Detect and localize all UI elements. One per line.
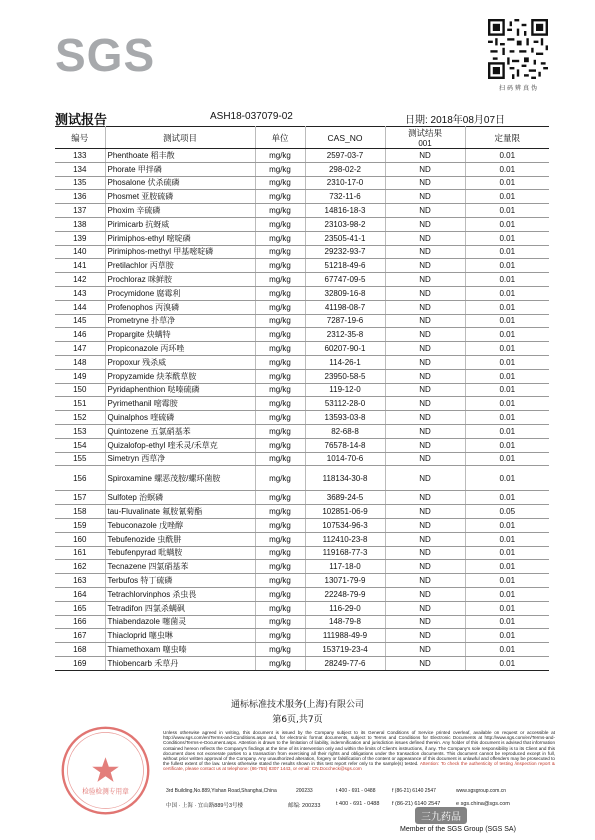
cell-no: 158	[55, 505, 105, 519]
cell-no: 155	[55, 452, 105, 466]
cell-result: ND	[385, 629, 465, 643]
cell-no: 154	[55, 438, 105, 452]
cell-unit: mg/kg	[255, 656, 305, 670]
table-row	[55, 342, 549, 356]
cell-result: ND	[385, 546, 465, 560]
cell-no: 159	[55, 518, 105, 532]
cell-item: Phosmet 亚胺硫磷	[105, 190, 255, 204]
cell-item: Thiamethoxam 噻虫嗪	[105, 643, 255, 657]
cell-no: 152	[55, 411, 105, 425]
cell-result: ND	[385, 217, 465, 231]
cell-no: 156	[55, 466, 105, 491]
cell-cas: 13593-03-8	[305, 411, 385, 425]
cell-result: ND	[385, 424, 465, 438]
cell-loq: 0.01	[465, 314, 549, 328]
table-row	[55, 546, 549, 560]
cell-no: 146	[55, 328, 105, 342]
cell-item: Propargite 炔螨特	[105, 328, 255, 342]
cell-cas: 112410-23-8	[305, 532, 385, 546]
table-row	[55, 574, 549, 588]
cell-cas: 119168-77-3	[305, 546, 385, 560]
table-row	[55, 176, 549, 190]
cell-loq: 0.01	[465, 286, 549, 300]
report-date: 日期: 2018年08月07日	[405, 115, 506, 126]
cell-cas: 82-68-8	[305, 424, 385, 438]
table-row	[55, 259, 549, 273]
table-row	[55, 328, 549, 342]
cell-cas: 23505-41-1	[305, 231, 385, 245]
page-number: 第6页,共7页	[272, 715, 323, 725]
cell-item: Thiobencarb 禾草丹	[105, 656, 255, 670]
cell-unit: mg/kg	[255, 505, 305, 519]
cell-no: 151	[55, 397, 105, 411]
cell-item: Phosalone 伏杀硫磷	[105, 176, 255, 190]
cell-cas: 2310-17-0	[305, 176, 385, 190]
cell-unit: mg/kg	[255, 629, 305, 643]
cell-cas: 41198-08-7	[305, 300, 385, 314]
cell-item: Spiroxamine 螺恶茂胺/螺环菌胺	[105, 466, 255, 491]
fax-cn: f (86-21) 6140 2547	[392, 801, 441, 807]
cell-cas: 153719-23-4	[305, 643, 385, 657]
cell-result: ND	[385, 601, 465, 615]
cell-loq: 0.01	[465, 615, 549, 629]
cell-cas: 3689-24-5	[305, 491, 385, 505]
cell-item: Tecnazene 四氯硝基苯	[105, 560, 255, 574]
cell-result: ND	[385, 466, 465, 491]
cell-no: 139	[55, 231, 105, 245]
cell-loq: 0.01	[465, 574, 549, 588]
cell-no: 164	[55, 587, 105, 601]
cell-no: 162	[55, 560, 105, 574]
cell-item: Procymidone 腐霉利	[105, 286, 255, 300]
cell-loq: 0.01	[465, 518, 549, 532]
cell-item: Propiconazole 丙环唑	[105, 342, 255, 356]
table-row	[55, 300, 549, 314]
member-statement: Member of the SGS Group (SGS SA)	[400, 826, 516, 833]
cell-cas: 1014-70-6	[305, 452, 385, 466]
cell-cas: 51218-49-6	[305, 259, 385, 273]
cell-item: Simetryn 西草净	[105, 452, 255, 466]
cell-no: 153	[55, 424, 105, 438]
table-row	[55, 411, 549, 425]
column-header-cas: CAS_NO	[305, 127, 385, 149]
cell-cas: 53112-28-0	[305, 397, 385, 411]
watermark-badge: 三九药品	[415, 807, 467, 824]
cell-loq: 0.01	[465, 300, 549, 314]
cell-result: ND	[385, 656, 465, 670]
zip-en: 200233	[296, 788, 313, 794]
cell-cas: 29232-93-7	[305, 245, 385, 259]
qr-code-icon	[488, 18, 548, 80]
cell-no: 143	[55, 286, 105, 300]
cell-loq: 0.01	[465, 560, 549, 574]
phone-cn: t 400 - 691 - 0488	[336, 801, 380, 807]
cell-cas: 2597-03-7	[305, 149, 385, 163]
cell-result: ND	[385, 615, 465, 629]
cell-cas: 76578-14-8	[305, 438, 385, 452]
cell-unit: mg/kg	[255, 615, 305, 629]
cell-item: Prochloraz 咪鲜胺	[105, 273, 255, 287]
results-table	[55, 126, 549, 671]
table-row	[55, 560, 549, 574]
cell-result: ND	[385, 438, 465, 452]
cell-no: 167	[55, 629, 105, 643]
cell-item: Tebufenozide 虫酰肼	[105, 532, 255, 546]
cell-result: ND	[385, 314, 465, 328]
cell-cas: 111988-49-9	[305, 629, 385, 643]
address-cn: 中国 · 上海 · 宜山路889号3号楼	[166, 803, 244, 809]
cell-item: Tebuconazole 戊唑醇	[105, 518, 255, 532]
cell-no: 134	[55, 162, 105, 176]
cell-loq: 0.01	[465, 259, 549, 273]
cell-loq: 0.01	[465, 532, 549, 546]
cell-result: ND	[385, 342, 465, 356]
cell-cas: 23950-58-5	[305, 369, 385, 383]
cell-no: 144	[55, 300, 105, 314]
cell-item: Sulfotep 治螟磷	[105, 491, 255, 505]
table-row	[55, 532, 549, 546]
cell-result: ND	[385, 190, 465, 204]
cell-unit: mg/kg	[255, 217, 305, 231]
cell-loq: 0.01	[465, 190, 549, 204]
cell-result: ND	[385, 300, 465, 314]
cell-item: Thiabendazole 噻菌灵	[105, 615, 255, 629]
cell-unit: mg/kg	[255, 397, 305, 411]
table-row	[55, 452, 549, 466]
fax-en: f (86-21) 6140 2547	[392, 788, 436, 794]
cell-unit: mg/kg	[255, 383, 305, 397]
cell-result: ND	[385, 231, 465, 245]
cell-result: ND	[385, 532, 465, 546]
cell-cas: 114-26-1	[305, 355, 385, 369]
cell-item: Profenophos 丙溴磷	[105, 300, 255, 314]
cell-unit: mg/kg	[255, 149, 305, 163]
table-row	[55, 162, 549, 176]
cell-result: ND	[385, 643, 465, 657]
cell-cas: 28249-77-6	[305, 656, 385, 670]
cell-unit: mg/kg	[255, 601, 305, 615]
cell-no: 169	[55, 656, 105, 670]
cell-result: ND	[385, 397, 465, 411]
cell-no: 141	[55, 259, 105, 273]
cell-unit: mg/kg	[255, 532, 305, 546]
cell-result: ND	[385, 491, 465, 505]
cell-loq: 0.01	[465, 245, 549, 259]
report-title: 测试报告	[55, 113, 108, 128]
cell-result: ND	[385, 176, 465, 190]
column-header-item: 测试项目	[105, 127, 255, 149]
cell-no: 140	[55, 245, 105, 259]
table-row	[55, 231, 549, 245]
cell-cas: 148-79-8	[305, 615, 385, 629]
cell-no: 161	[55, 546, 105, 560]
cell-loq: 0.01	[465, 204, 549, 218]
cell-item: Pyridaphenthion 哒嗪硫磷	[105, 383, 255, 397]
table-row	[55, 656, 549, 670]
cell-no: 136	[55, 190, 105, 204]
table-row	[55, 369, 549, 383]
cell-unit: mg/kg	[255, 560, 305, 574]
cell-unit: mg/kg	[255, 245, 305, 259]
cell-loq: 0.01	[465, 438, 549, 452]
column-header-result-label: 测试结果	[407, 128, 442, 138]
cell-cas: 14816-18-3	[305, 204, 385, 218]
cell-cas: 732-11-6	[305, 190, 385, 204]
cell-unit: mg/kg	[255, 411, 305, 425]
cell-unit: mg/kg	[255, 176, 305, 190]
cell-item: Pirimiphos-ethyl 嘧啶磷	[105, 231, 255, 245]
cell-loq: 0.01	[465, 162, 549, 176]
column-header-unit: 单位	[255, 127, 305, 149]
cell-result: ND	[385, 204, 465, 218]
cell-cas: 116-29-0	[305, 601, 385, 615]
cell-loq: 0.01	[465, 383, 549, 397]
cell-result: ND	[385, 273, 465, 287]
cell-result: ND	[385, 587, 465, 601]
cell-item: Propoxur 残杀威	[105, 355, 255, 369]
cell-result: ND	[385, 328, 465, 342]
cell-unit: mg/kg	[255, 342, 305, 356]
sgs-logo: SGS	[55, 29, 156, 81]
cell-loq: 0.01	[465, 466, 549, 491]
cell-item: Propyzamide 炔苯酰草胺	[105, 369, 255, 383]
cell-item: Tebufenpyrad 吡螨胺	[105, 546, 255, 560]
attention-notice: Attention: To check the authenticity of testing /inspection report & certificate, please contact us at telephone: (86-755) 8307 1443, or email: CN.Doccheck@sgs.com	[163, 761, 555, 772]
cell-item: tau-Fluvalinate 氟胺氰菊酯	[105, 505, 255, 519]
cell-no: 149	[55, 369, 105, 383]
cell-item: Tetrachlorvinphos 杀虫畏	[105, 587, 255, 601]
table-row	[55, 518, 549, 532]
table-row	[55, 397, 549, 411]
cell-result: ND	[385, 149, 465, 163]
cell-loq: 0.01	[465, 217, 549, 231]
table-row	[55, 383, 549, 397]
table-row	[55, 615, 549, 629]
website-link[interactable]: www.sgsgroup.com.cn	[456, 788, 507, 794]
cell-unit: mg/kg	[255, 643, 305, 657]
column-header-loq: 定量限	[465, 127, 549, 149]
cell-result: ND	[385, 383, 465, 397]
cell-unit: mg/kg	[255, 204, 305, 218]
cell-result: ND	[385, 560, 465, 574]
phone-en: t 400 - 691 - 0488	[336, 788, 376, 794]
cell-item: Phorate 甲拌磷	[105, 162, 255, 176]
zip-cn: 邮编: 200233	[288, 803, 321, 809]
cell-no: 138	[55, 217, 105, 231]
cell-item: Prometryne 扑草净	[105, 314, 255, 328]
cell-loq: 0.01	[465, 601, 549, 615]
table-row	[55, 601, 549, 615]
disclaimer-text: Unless otherwise agreed in writing, this document is issued by the Company subject to its General Conditions of Service printed overleaf, available on request or accessible at http://www.sgs.com/en/Terms-and-Conditions.aspx and, for electronic format documents, subject to Terms and Conditions for Electronic Documents at http://www.sgs.com/en/Terms-and-Conditions/Terms-e-Document.aspx. Attention is drawn to the limitation of liability, indemnification and jurisdiction issues defined therein. Any holder of this document is advised that information contained hereon reflects the Company's findings at the time of its intervention only and within the limits of Client's instructions, if any. The Company's sole responsibility is to its Client and this document does not exonerate parties to a transaction from exercising all their rights and obligations under the transaction documents. This document cannot be reproduced except in full, without prior written approval of the Company. Any unauthorized alteration, forgery or falsification of the content or appearance of this document is unlawful and offenders may be prosecuted to the fullest extent of the law. Unless otherwise stated the results shown in this test report refer only to the sample(s) tested.	[163, 730, 555, 767]
cell-result: ND	[385, 505, 465, 519]
cell-unit: mg/kg	[255, 190, 305, 204]
qr-caption: 扫码辨真伪	[498, 86, 539, 92]
cell-unit: mg/kg	[255, 587, 305, 601]
cell-loq: 0.01	[465, 397, 549, 411]
seal-text: 检验检测专用章	[82, 787, 129, 796]
cell-result: ND	[385, 574, 465, 588]
inspection-seal-stamp	[58, 723, 153, 818]
cell-cas: 7287-19-6	[305, 314, 385, 328]
cell-item: Tetradifon 四氯杀螨砜	[105, 601, 255, 615]
cell-loq: 0.01	[465, 643, 549, 657]
table-row	[55, 491, 549, 505]
cell-unit: mg/kg	[255, 314, 305, 328]
cell-result: ND	[385, 369, 465, 383]
cell-cas: 298-02-2	[305, 162, 385, 176]
table-row	[55, 438, 549, 452]
cell-no: 148	[55, 355, 105, 369]
cell-unit: mg/kg	[255, 369, 305, 383]
table-row	[55, 245, 549, 259]
cell-item: Quizalofop-ethyl 喹禾灵/禾草克	[105, 438, 255, 452]
cell-no: 165	[55, 601, 105, 615]
cell-cas: 2312-35-8	[305, 328, 385, 342]
table-row	[55, 190, 549, 204]
cell-no: 168	[55, 643, 105, 657]
table-row	[55, 587, 549, 601]
cell-item: Terbufos 特丁硫磷	[105, 574, 255, 588]
cell-loq: 0.01	[465, 328, 549, 342]
cell-item: Quinalphos 喹硫磷	[105, 411, 255, 425]
cell-unit: mg/kg	[255, 452, 305, 466]
email-link[interactable]: e sgs.china@sgs.com	[456, 801, 510, 807]
cell-no: 147	[55, 342, 105, 356]
cell-loq: 0.01	[465, 342, 549, 356]
cell-unit: mg/kg	[255, 273, 305, 287]
cell-result: ND	[385, 162, 465, 176]
cell-loq: 0.01	[465, 411, 549, 425]
cell-result: ND	[385, 411, 465, 425]
cell-no: 163	[55, 574, 105, 588]
cell-unit: mg/kg	[255, 438, 305, 452]
table-row	[55, 424, 549, 438]
cell-loq: 0.01	[465, 355, 549, 369]
table-row	[55, 355, 549, 369]
table-header-row	[55, 127, 549, 149]
cell-item: Phoxim 辛硫磷	[105, 204, 255, 218]
cell-no: 137	[55, 204, 105, 218]
cell-cas: 60207-90-1	[305, 342, 385, 356]
cell-unit: mg/kg	[255, 231, 305, 245]
cell-item: Pirimicarb 抗蚜威	[105, 217, 255, 231]
cell-no: 160	[55, 532, 105, 546]
cell-cas: 119-12-0	[305, 383, 385, 397]
cell-unit: mg/kg	[255, 574, 305, 588]
cell-result: ND	[385, 259, 465, 273]
table-row	[55, 466, 549, 491]
footer-company: 通标标准技术服务(上海)有限公司	[230, 700, 365, 710]
cell-cas: 102851-06-9	[305, 505, 385, 519]
cell-loq: 0.01	[465, 491, 549, 505]
cell-result: ND	[385, 518, 465, 532]
cell-no: 150	[55, 383, 105, 397]
report-number: ASH18-037079-02	[210, 111, 293, 122]
cell-item: Pirimiphos-methyl 甲基嘧啶磷	[105, 245, 255, 259]
cell-no: 135	[55, 176, 105, 190]
cell-cas: 13071-79-9	[305, 574, 385, 588]
cell-unit: mg/kg	[255, 424, 305, 438]
table-row	[55, 204, 549, 218]
cell-loq: 0.01	[465, 452, 549, 466]
cell-no: 157	[55, 491, 105, 505]
cell-result: ND	[385, 286, 465, 300]
cell-item: Pyrimethanil 嘧霉胺	[105, 397, 255, 411]
cell-item: Pretilachlor 丙草胺	[105, 259, 255, 273]
cell-loq: 0.01	[465, 176, 549, 190]
address-en: 3rd Building,No.889,Yishan Road,Shanghai,China	[166, 788, 277, 794]
cell-cas: 23103-98-2	[305, 217, 385, 231]
cell-unit: mg/kg	[255, 355, 305, 369]
cell-no: 166	[55, 615, 105, 629]
table-row	[55, 314, 549, 328]
cell-loq: 0.01	[465, 656, 549, 670]
cell-unit: mg/kg	[255, 259, 305, 273]
table-row	[55, 505, 549, 519]
cell-loq: 0.01	[465, 424, 549, 438]
cell-item: Thiacloprid 噻虫啉	[105, 629, 255, 643]
cell-loq: 0.01	[465, 369, 549, 383]
cell-loq: 0.01	[465, 546, 549, 560]
legal-disclaimer	[163, 730, 555, 772]
table-row	[55, 217, 549, 231]
cell-loq: 0.01	[465, 629, 549, 643]
cell-loq: 0.01	[465, 149, 549, 163]
cell-loq: 0.01	[465, 231, 549, 245]
cell-result: ND	[385, 245, 465, 259]
cell-cas: 22248-79-9	[305, 587, 385, 601]
cell-unit: mg/kg	[255, 328, 305, 342]
cell-no: 133	[55, 149, 105, 163]
cell-cas: 118134-30-8	[305, 466, 385, 491]
column-header-no: 编号	[55, 127, 105, 149]
cell-cas: 107534-96-3	[305, 518, 385, 532]
cell-no: 145	[55, 314, 105, 328]
cell-unit: mg/kg	[255, 546, 305, 560]
cell-loq: 0.01	[465, 587, 549, 601]
cell-no: 142	[55, 273, 105, 287]
cell-cas: 117-18-0	[305, 560, 385, 574]
table-row	[55, 273, 549, 287]
table-row	[55, 629, 549, 643]
cell-result: ND	[385, 452, 465, 466]
cell-unit: mg/kg	[255, 518, 305, 532]
cell-item: Phenthoate 稻丰散	[105, 149, 255, 163]
cell-result: ND	[385, 355, 465, 369]
cell-unit: mg/kg	[255, 466, 305, 491]
cell-unit: mg/kg	[255, 162, 305, 176]
table-row	[55, 149, 549, 163]
cell-item: Quintozene 五氯硝基苯	[105, 424, 255, 438]
cell-loq: 0.01	[465, 273, 549, 287]
cell-unit: mg/kg	[255, 491, 305, 505]
cell-cas: 67747-09-5	[305, 273, 385, 287]
table-row	[55, 286, 549, 300]
column-header-result-sample: 001	[418, 139, 432, 148]
cell-unit: mg/kg	[255, 286, 305, 300]
cell-cas: 32809-16-8	[305, 286, 385, 300]
cell-loq: 0.05	[465, 505, 549, 519]
cell-unit: mg/kg	[255, 300, 305, 314]
column-header-result	[385, 127, 465, 149]
table-row	[55, 643, 549, 657]
